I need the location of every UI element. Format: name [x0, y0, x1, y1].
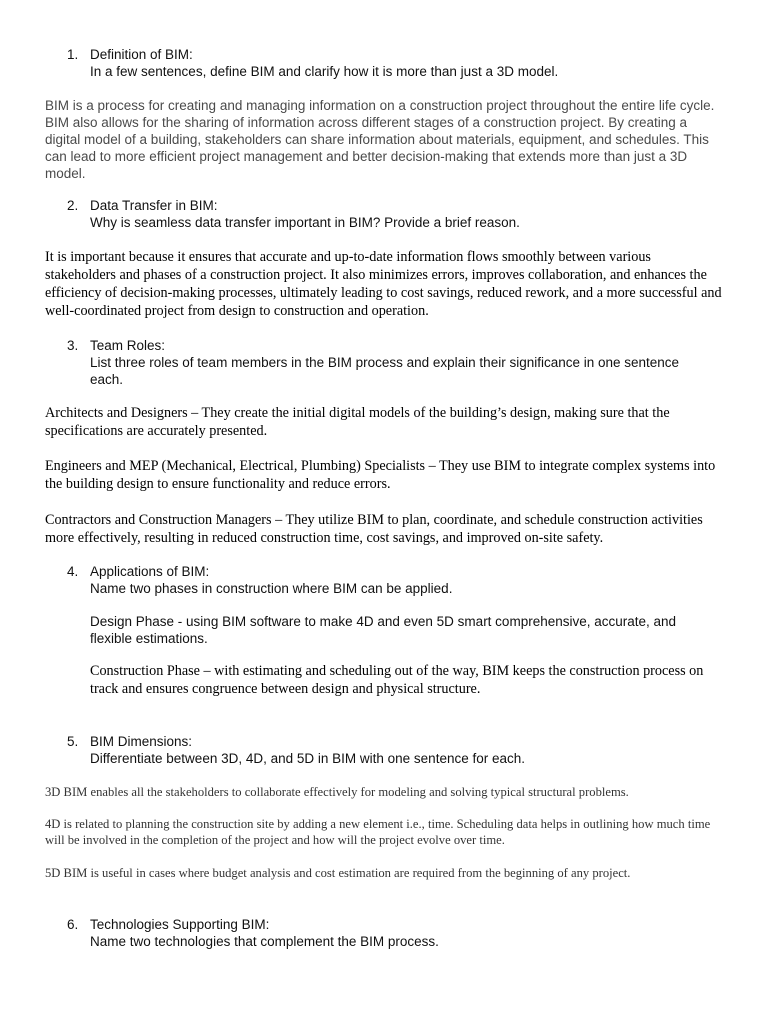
question-number: 2. [67, 198, 79, 213]
question-prompt: Name two phases in construction where BIM can be applied. [90, 581, 453, 596]
question-number: 4. [67, 564, 79, 579]
answer-paragraph: Contractors and Construction Managers – They utilize BIM to plan, coordinate, and schedule construction activities more effectively, resulting in reduced construction time, cost savings, and improved on-site safety. [45, 512, 703, 546]
question-prompt: In a few sentences, define BIM and clarify how it is more than just a 3D model. [90, 64, 559, 79]
answer-paragraph: Engineers and MEP (Mechanical, Electrical, Plumbing) Specialists – They use BIM to integrate complex systems into the building design to ensure functionality and reduce errors. [45, 458, 716, 492]
question-title: Data Transfer in BIM: [90, 198, 218, 213]
answer-paragraph: Construction Phase – with estimating and scheduling out of the way, BIM keeps the construction process on track and ensures congruence between design and physical structure. [90, 663, 704, 697]
question-prompt: Differentiate between 3D, 4D, and 5D in BIM with one sentence for each. [90, 751, 525, 766]
answer-paragraph: Design Phase - using BIM software to make 4D and even 5D smart comprehensive, accurate, and flexible estimations. [90, 614, 677, 646]
question-title: Definition of BIM: [90, 47, 193, 62]
question-number: 3. [67, 338, 79, 353]
question-prompt: Name two technologies that complement the BIM process. [90, 934, 439, 949]
question-title: Technologies Supporting BIM: [90, 917, 270, 932]
answer-paragraph: It is important because it ensures that accurate and up-to-date information flows smoothly between various stakeholders and phases of a construction project. It also minimizes errors, improves collaboration, and enhances the efficiency of decision-making processes, ultimately leading to cost savings, reduced rework, and a more successful and well-coordinated project from design to construction and operation. [45, 249, 722, 319]
question-prompt: Why is seamless data transfer important in BIM? Provide a brief reason. [90, 215, 520, 230]
question-title: Team Roles: [90, 338, 166, 353]
answer-paragraph: Architects and Designers – They create the initial digital models of the building’s design, making sure that the specifications are accurately presented. [45, 405, 670, 439]
answer-paragraph: 5D BIM is useful in cases where budget analysis and cost estimation are required from the beginning of any project. [45, 866, 631, 880]
question-number: 1. [67, 47, 79, 62]
answer-paragraph: 4D is related to planning the construction site by adding a new element i.e., time. Scheduling data helps in outlining how much time will be involved in the completion of the project and how will the project evolve over time. [45, 817, 711, 847]
question-number: 6. [67, 917, 79, 932]
question-title: Applications of BIM: [90, 564, 210, 579]
answer-paragraph: 3D BIM enables all the stakeholders to collaborate effectively for modeling and solving typical structural problems. [45, 785, 629, 799]
question-title: BIM Dimensions: [90, 734, 193, 749]
answer-paragraph: BIM is a process for creating and managing information on a construction project throughout the entire life cycle. BIM also allows for the sharing of information across different stages of a construction project. By creating a digital model of a building, stakeholders can share information about materials, equipment, and schedules. This can lead to more efficient project management and better decision-making that extends more than just a 3D model. [45, 98, 715, 181]
question-number: 5. [67, 734, 79, 749]
question-prompt: List three roles of team members in the BIM process and explain their significance in one sentence each. [90, 355, 680, 387]
